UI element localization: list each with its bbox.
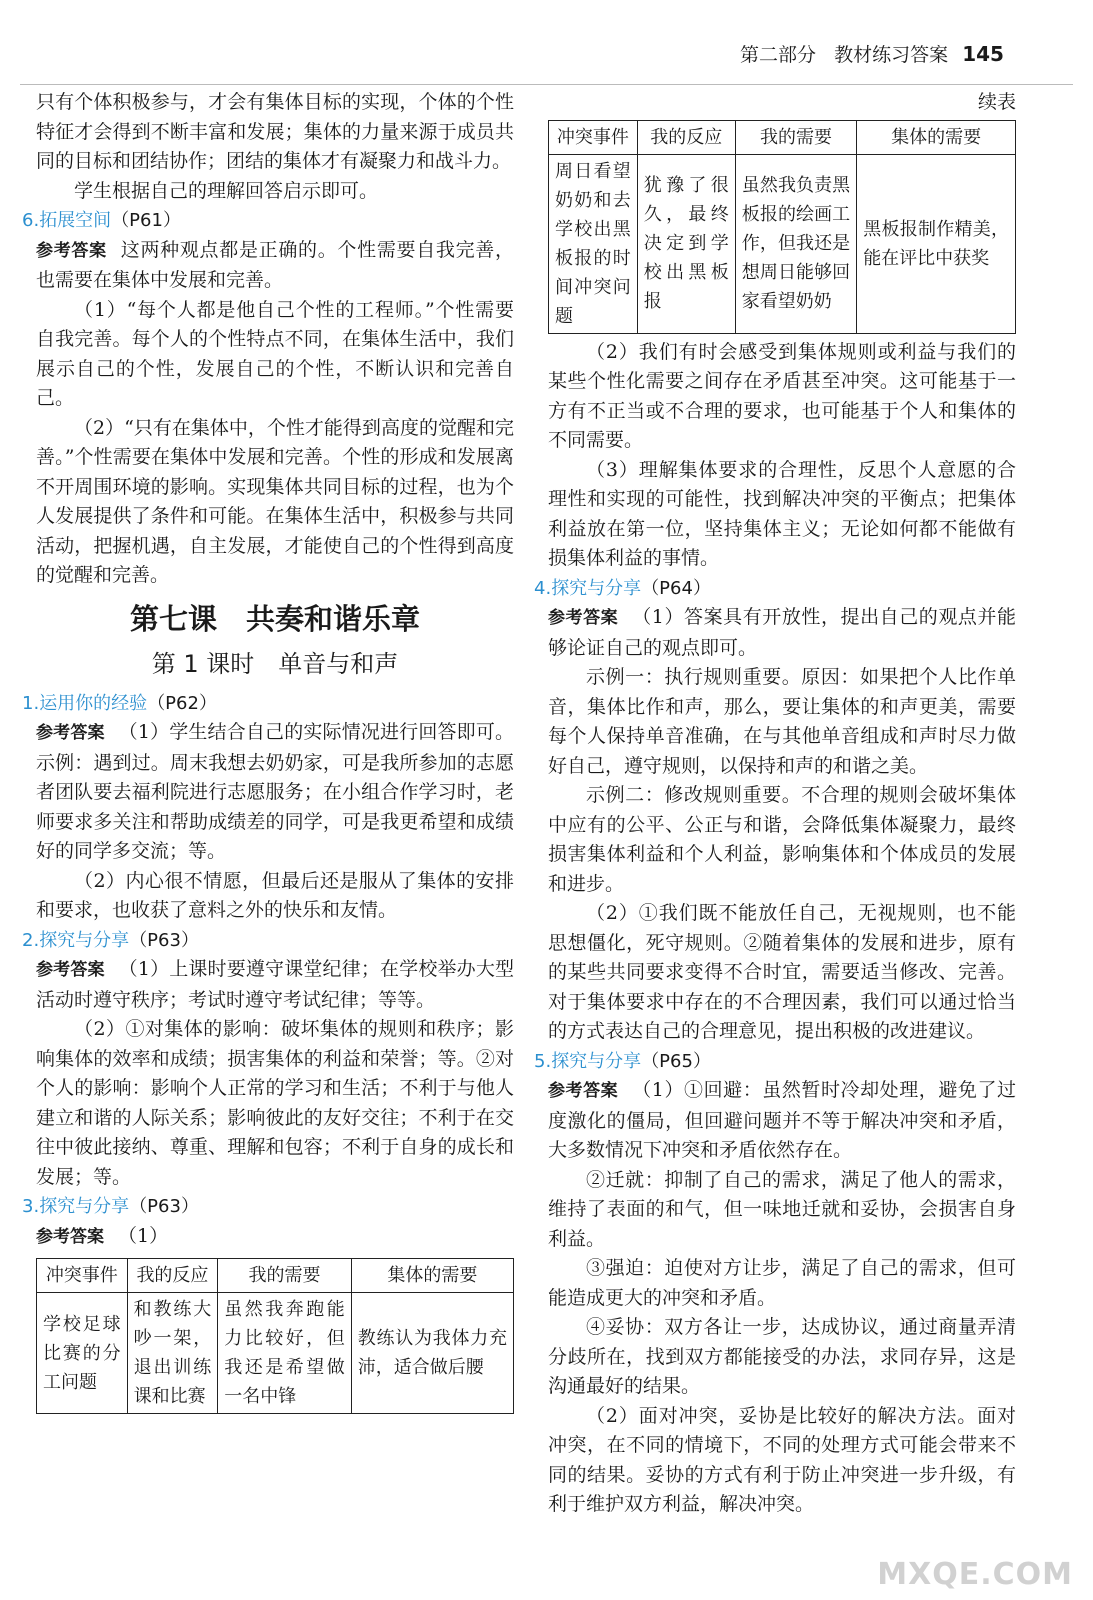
- table-cell: 和教练大吵一架，退出训练课和比赛: [127, 1293, 218, 1414]
- section-heading-3: 3.探究与分享（P63）: [22, 1196, 199, 1217]
- paragraph: （2）内心很不情愿，但最后还是服从了集体的安排和要求，也收获了意料之外的快乐和友情。: [36, 869, 514, 921]
- paragraph: 只有个体积极参与，才会有集体目标的实现，个体的个性特征才会得到不断丰富和发展；集体的力量来源于成员共同的目标和团结协作；团结的集体才有凝聚力和战斗力。: [36, 91, 514, 172]
- lesson-subtitle: 第 1 课时 单音与和声: [151, 649, 399, 678]
- table-header: 集体的需要: [351, 1259, 513, 1293]
- left-column: [22, 88, 515, 1414]
- header-section: 第二部分: [740, 44, 817, 66]
- table-header: 我的需要: [218, 1259, 352, 1293]
- conflict-table: [36, 1258, 514, 1414]
- paragraph: 学生根据自己的理解回答启示即可。: [74, 179, 379, 202]
- paragraph: 示例二：修改规则重要。不合理的规则会破坏集体中应有的公平、公正与和谐，会降低集体凝聚力，最终损害集体利益和个人利益，影响集体和个体成员的发展和进步。: [548, 784, 1016, 895]
- paragraph: ④妥协：双方各让一步，达成协议，通过商量弄清分歧所在，找到双方都能接受的办法，求同存异，这是沟通最好的结果。: [548, 1316, 1016, 1397]
- paragraph: （2）①我们既不能放任自己，无视规则，也不能思想僵化，死守规则。②随着集体的发展和进步，原有的某些共同要求变得不合时宜，需要适当修改、完善。对于集体要求中存在的不合理因素，我们可以通过恰当的方式表达自己的合理意见，提出积极的改进建议。: [548, 902, 1016, 1042]
- answer-tag: 参考答案: [36, 723, 105, 743]
- table-header: 冲突事件: [549, 120, 638, 154]
- continued-table-label: 续表: [977, 91, 1016, 113]
- answer-text: （1）: [118, 1224, 169, 1247]
- table-cell: 教练认为我体力充沛，适合做后腰: [351, 1293, 513, 1414]
- paragraph: （2）①对集体的影响：破坏集体的规则和秩序；影响集体的效率和成绩；损害集体的利益和荣誉；等。②对个人的影响：影响个人正常的学习和生活；不利于与他人建立和谐的人际关系；影响彼此的友好交往；不利于在交往中彼此接纳、尊重、理解和包容；不利于自身的成长和发展；等。: [36, 1018, 514, 1188]
- lesson-title: 第七课 共奏和谐乐章: [129, 601, 420, 636]
- table-cell: 周日看望奶奶和去学校出黑板报的时间冲突问题: [549, 154, 638, 333]
- answer-tag: 参考答案: [548, 608, 619, 628]
- right-column: [534, 88, 1017, 1520]
- conflict-table-continued: [548, 120, 1016, 334]
- answer-text: （1）学生结合自己的实际情况进行回答即可。示例：遇到过。周末我想去奶奶家，可是我所参加的志愿者团队要去福利院进行志愿服务；在小组合作学习时，老师要求多关注和帮助成绩差的同学，可是我更希望和成绩好的同学多交流；等。: [36, 721, 515, 862]
- table-cell: 虽然我奔跑能力比较好，但我还是希望做一名中锋: [218, 1293, 352, 1414]
- answer-text: （1）上课时要遵守课堂纪律；在学校举办大型活动时遵守秩序；考试时遵守考试纪律；等等。: [36, 958, 515, 1011]
- paragraph: ③强迫：迫使对方让步，满足了自己的需求，但可能造成更大的冲突和矛盾。: [548, 1257, 1016, 1309]
- paragraph: （2）面对冲突，妥协是比较好的解决方法。面对冲突，在不同的情境下，不同的处理方式可能会带来不同的结果。妥协的方式有利于防止冲突进一步升级，有利于维护双方利益，解决冲突。: [548, 1404, 1016, 1515]
- answer-tag: 参考答案: [548, 1081, 619, 1101]
- paragraph: （3）理解集体要求的合理性，反思个人意愿的合理性和实现的可能性，找到解决冲突的平衡点；把集体利益放在第一位，坚持集体主义；无论如何都不能做有损集体利益的事情。: [548, 458, 1016, 569]
- table-cell: 学校足球比赛的分工问题: [37, 1293, 128, 1414]
- section-heading-4: 4.探究与分享（P64）: [534, 577, 711, 599]
- paragraph: 示例一：执行规则重要。原因：如果把个人比作单音，集体比作和声，那么，要让集体的和声更美，需要每个人保持单音准确，在与其他单音组成和声时尽力做好自己，遵守规则，以保持和声的和谐之美。: [548, 666, 1016, 777]
- table-header: 冲突事件: [37, 1259, 128, 1293]
- answer-text: （1）①回避：虽然暂时冷却处理，避免了过度激化的僵局，但回避问题并不等于解决冲突和矛盾，大多数情况下冲突和矛盾依然存在。: [548, 1079, 1017, 1161]
- table-cell: 黑板报制作精美，能在评比中获奖: [857, 154, 1016, 333]
- watermark-text: MXQE.COM: [877, 1557, 1073, 1592]
- answer-tag: 参考答案: [36, 240, 107, 261]
- page-header: [740, 40, 1040, 67]
- paragraph: ②迁就：抑制了自己的需求，满足了他人的需求，维持了表面的和气，但一味地迁就和妥协，会损害自身利益。: [548, 1168, 1016, 1250]
- answer-tag: 参考答案: [36, 960, 105, 980]
- table-row: [549, 154, 1016, 333]
- table-header-row: [37, 1259, 514, 1293]
- paragraph: （2）“只有在集体中，个性才能得到高度的觉醒和完善。”个性需要在集体中发展和完善。个性的形成和发展离不开周围环境的影响。实现集体共同目标的过程，也为个人发展提供了条件和可能。在集体生活中，积极参与共同活动，把握机遇，自主发展，才能使自己的个性得到高度的觉醒和完善。: [36, 416, 514, 586]
- table-row: [37, 1293, 514, 1414]
- header-divider: [20, 84, 1073, 85]
- answer-text: 这两种观点都是正确的。个性需要自我完善，也需要在集体中发展和完善。: [36, 238, 514, 291]
- table-cell: 虽然我负责黑板报的绘画工作，但我还是想周日能够回家看望奶奶: [735, 154, 856, 333]
- table-header: 我的需要: [735, 120, 856, 154]
- watermark-logo: [877, 1512, 1073, 1592]
- table-cell: 犹豫了很久，最终决定到学校出黑板报: [637, 154, 735, 333]
- answer-text: （1）答案具有开放性，提出自己的观点并能够论证自己的观点即可。: [548, 606, 1017, 659]
- paragraph: （2）我们有时会感受到集体规则或利益与我们的某些个性化需要之间存在矛盾甚至冲突。这可能基于一方有不正当或不合理的要求，也可能基于个人和集体的不同需要。: [548, 340, 1016, 451]
- header-title: 教材练习答案: [834, 44, 949, 66]
- table-header: 集体的需要: [857, 120, 1016, 154]
- section-heading-2: 2.探究与分享（P63）: [22, 929, 199, 951]
- answer-tag: 参考答案: [36, 1226, 104, 1247]
- section-heading-5: 5.探究与分享（P65）: [534, 1050, 711, 1072]
- section-heading-6: 6.拓展空间（P61）: [22, 210, 181, 231]
- table-header: 我的反应: [127, 1259, 218, 1293]
- section-heading-1: 1.运用你的经验（P62）: [22, 692, 217, 714]
- paragraph: （1）“每个人都是他自己个性的工程师。”个性需要自我完善。每个人的个性特点不同，在集体生活中，我们展示自己的个性，发展自己的个性，不断认识和完善自己。: [36, 298, 514, 409]
- table-header-row: [549, 120, 1016, 154]
- page-number: 145: [962, 42, 1004, 66]
- table-header: 我的反应: [637, 120, 735, 154]
